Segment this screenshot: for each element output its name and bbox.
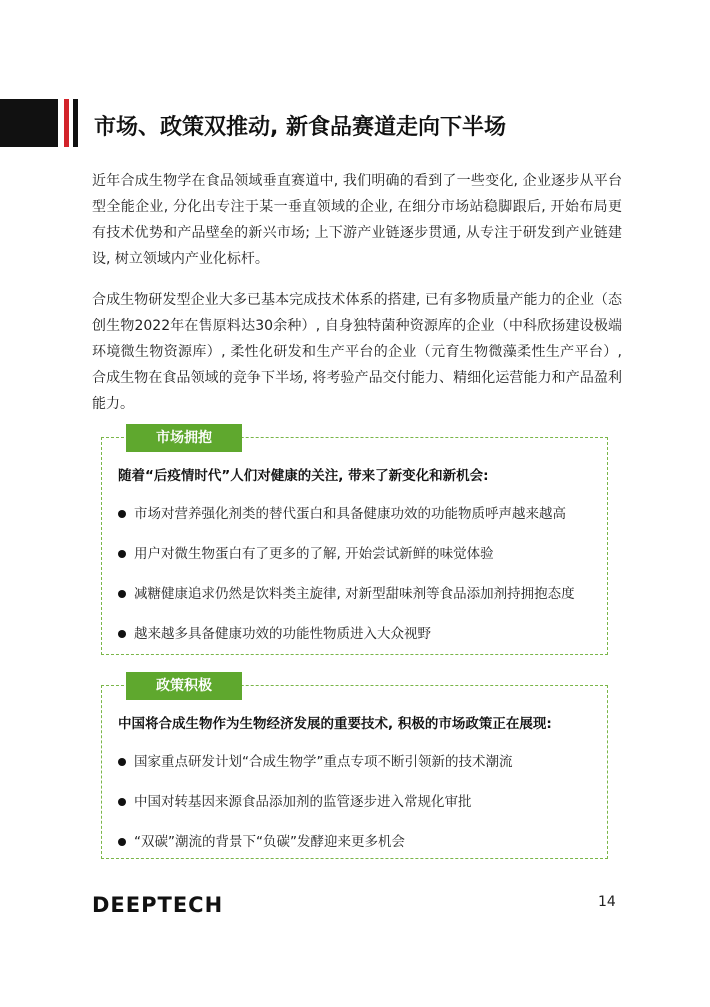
- heading-dark-bar: [73, 99, 78, 147]
- list-item: 越来越多具备健康功效的功能性物质进入大众视野: [118, 624, 575, 664]
- market-bullet-list: [118, 504, 575, 664]
- body-paragraph-1: 近年合成生物学在食品领域垂直赛道中, 我们明确的看到了一些变化, 企业逐步从平台型全能企业, 分化出专注于某一垂直领域的企业, 在细分市场站稳脚跟后, 开始布局更有技术优势和产品壁垒的新兴市场; 上下游产业链逐步贯通, 从专注于研发到产业链建设, 树立领域内产业化标杆。: [92, 173, 622, 267]
- list-item: 减糖健康追求仍然是饮料类主旋律, 对新型甜味剂等食品添加剂持拥抱态度: [118, 584, 575, 624]
- heading-red-bar: [64, 99, 69, 147]
- body-paragraph-2: 合成生物研发型企业大多已基本完成技术体系的搭建, 已有多物质量产能力的企业（态创生物2022年在售原料达30余种）, 自身独特菌种资源库的企业（中科欣扬建设极端环境微生物资源库）, 柔性化研发和生产平台的企业（元育生物微藻柔性生产平台）, 合成生物在食品领域的竞争下半场, 将考验产品交付能力、精细化运营能力和产品盈利能力。: [92, 292, 622, 412]
- market-section-box: [101, 430, 608, 655]
- policy-section-lead: 中国将合成生物作为生物经济发展的重要技术, 积极的市场政策正在展现:: [118, 716, 552, 732]
- market-section-tab: 市场拥抱: [126, 424, 242, 452]
- deeptech-logo: DEEPTECH: [92, 893, 224, 917]
- list-item: 市场对营养强化剂类的替代蛋白和具备健康功效的功能物质呼声越来越高: [118, 504, 575, 544]
- page-title: 市场、政策双推动, 新食品赛道走向下半场: [94, 115, 507, 140]
- list-item: “双碳”潮流的背景下“负碳”发酵迎来更多机会: [118, 832, 513, 872]
- list-item: 国家重点研发计划“合成生物学”重点专项不断引领新的技术潮流: [118, 752, 513, 792]
- market-section-lead: 随着“后疫情时代”人们对健康的关注, 带来了新变化和新机会:: [118, 468, 489, 484]
- policy-section-box: [101, 678, 608, 859]
- heading-black-block: [0, 99, 58, 147]
- page-number: 14: [598, 894, 616, 910]
- policy-section-tab: 政策积极: [126, 672, 242, 700]
- policy-bullet-list: [118, 752, 513, 872]
- list-item: 中国对转基因来源食品添加剂的监管逐步进入常规化审批: [118, 792, 513, 832]
- list-item: 用户对微生物蛋白有了更多的了解, 开始尝试新鲜的味觉体验: [118, 544, 575, 584]
